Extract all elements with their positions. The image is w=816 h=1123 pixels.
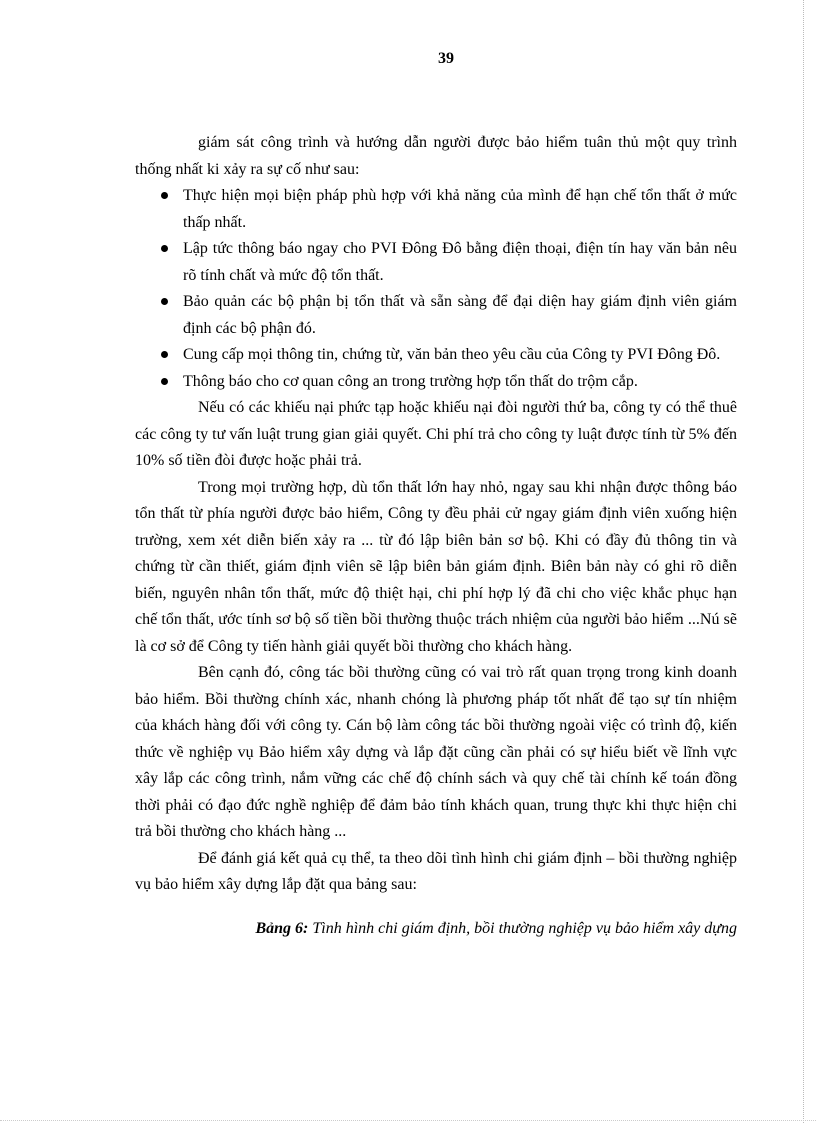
bullet-text: Thông báo cho cơ quan công an trong trường hợp tổn thất do trộm cắp. [183, 372, 638, 390]
bullet-item [135, 183, 737, 236]
paragraph-compensation: Bên cạnh đó, công tác bồi thường cũng có vai trò rất quan trọng trong kinh doanh bảo hiểm. Bồi thường chính xác, nhanh chóng là phương pháp tốt nhất để tạo sự tín nhiệm của khách hàng đối với công ty. Cán bộ làm công tác bồi thường ngoài việc có trình độ, kiến thức về nghiệp vụ Bảo hiểm xây dựng và lắp đặt cũng cần phải có sự hiểu biết về lĩnh vực xây lắp các công trình, nắm vững các chế độ chính sách và quy chế tài chính kế toán đồng thời phải có đạo đức nghề nghiệp để đảm bảo tính khách quan, trung thực khi thực hiện chi trả bồi thường cho khách hàng ... [135, 664, 737, 840]
bullet-icon [161, 298, 168, 305]
page-number: 39 [438, 50, 454, 67]
table-caption [135, 916, 737, 942]
bullet-text: Cung cấp mọi thông tin, chứng từ, văn bản theo yêu cầu của Công ty PVI Đông Đô. [183, 346, 721, 363]
bullet-icon [161, 378, 168, 385]
table-caption-label: Bảng 6: [255, 919, 309, 937]
page-bottom-border [0, 1120, 816, 1121]
bullet-text: Lập tức thông báo ngay cho PVI Đông Đô bằng điện thoại, điện tín hay văn bản nêu rõ tính chất và mức độ tổn thất. [183, 240, 737, 284]
bullet-item [135, 369, 737, 396]
bullet-icon [161, 192, 168, 199]
paragraph-claims: Nếu có các khiếu nại phức tạp hoặc khiếu nại đòi người thứ ba, công ty có thể thuê các công ty tư vấn luật trung gian giải quyết. Chi phí trả cho công ty luật được tính từ 5% đến 10% số tiền đòi được hoặc phải trả. [135, 399, 737, 469]
paragraph-intro: giám sát công trình và hướng dẫn người được bảo hiểm tuân thủ một quy trình thống nhất ki xảy ra sự cố như sau: [135, 134, 737, 178]
bullet-icon [161, 351, 168, 358]
paragraph-assessment: Trong mọi trường hợp, dù tổn thất lớn hay nhỏ, ngay sau khi nhận được thông báo tổn thất từ phía người được bảo hiểm, Công ty đều phải cử ngay giám định viên xuống hiện trường, xem xét diễn biến xảy ra ... từ đó lập biên bản sơ bộ. Khi có đầy đủ thông tin và chứng từ cần thiết, giám định viên sẽ lập biên bản giám định. Biên bản này có ghi rõ diễn biến, nguyên nhân tổn thất, mức độ thiệt hại, chi phí hợp lý đã chi cho việc khắc phục hạn chế tổn thất, ước tính sơ bộ số tiền bồi thường thuộc trách nhiệm của người bảo hiểm ...Nú sẽ là cơ sở để Công ty tiến hành giải quyết bồi thường cho khách hàng. [135, 478, 737, 655]
bullet-icon [161, 245, 168, 252]
body-text [135, 130, 737, 942]
page-right-border [803, 0, 804, 1123]
bullet-item [135, 289, 737, 342]
table-caption-text: Tình hình chi giám định, bồi thường nghiệp vụ bảo hiểm xây dựng [308, 919, 737, 937]
bullet-item [135, 236, 737, 289]
bullet-text: Bảo quản các bộ phận bị tổn thất và sẵn sàng để đại diện hay giám định viên giám định các bộ phận đó. [183, 293, 737, 337]
bullet-item [135, 342, 737, 369]
paragraph-table-intro: Để đánh giá kết quả cụ thể, ta theo dõi tình hình chi giám định – bồi thường nghiệp vụ bảo hiểm xây dựng lắp đặt qua bảng sau: [135, 849, 737, 893]
bullet-text: Thực hiện mọi biện pháp phù hợp với khả năng của mình để hạn chế tổn thất ở mức thấp nhất. [183, 187, 737, 231]
bullet-list [135, 183, 737, 395]
